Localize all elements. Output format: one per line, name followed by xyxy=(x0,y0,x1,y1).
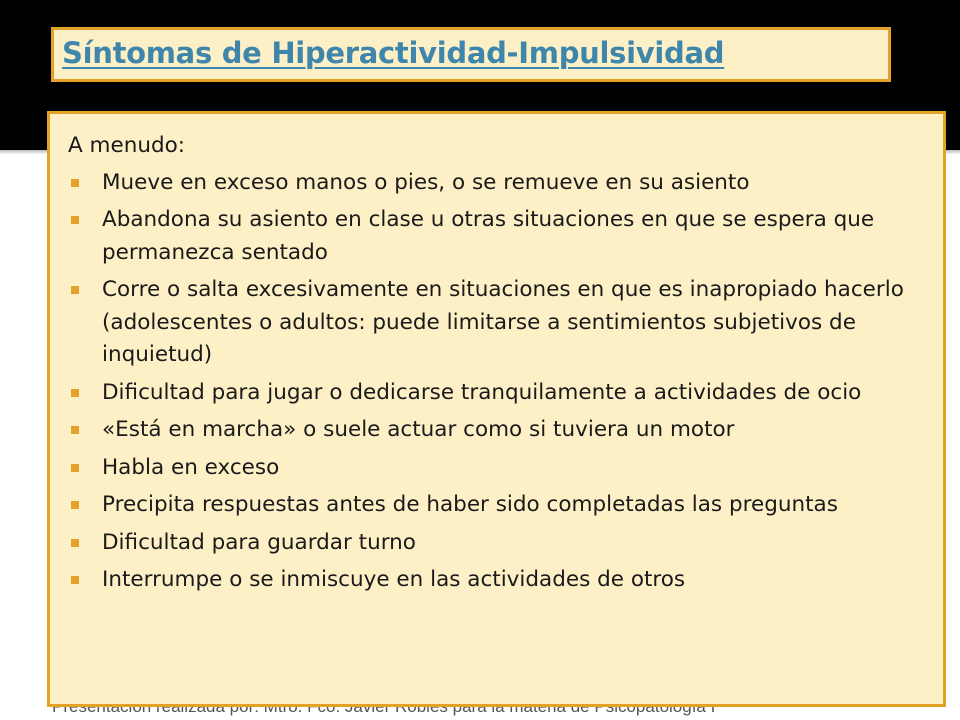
square-bullet-icon xyxy=(71,539,79,547)
list-item-text: «Está en marcha» o suele actuar como si tuviera un motor xyxy=(102,417,735,442)
list-item xyxy=(68,204,933,269)
list-item xyxy=(68,377,933,410)
list-item xyxy=(68,167,933,200)
list-item-text: Precipita respuestas antes de haber sido completadas las preguntas xyxy=(102,492,838,517)
list-item xyxy=(68,489,933,522)
list-item-text: Abandona su asiento en clase u otras situaciones en que se espera que permanezca sentado xyxy=(102,207,875,265)
square-bullet-icon xyxy=(71,286,79,294)
symptom-list xyxy=(68,167,933,597)
list-item-text: Habla en exceso xyxy=(102,454,280,480)
list-item-text: Dificultad para jugar o dedicarse tranquilamente a actividades de ocio xyxy=(102,379,862,405)
list-item-text: Dificultad para guardar turno xyxy=(102,529,416,555)
list-item-text: Corre o salta excesivamente en situaciones en que es inapropiado hacerlo (adolescentes o adultos: puede limitarse a sentimientos subjetivos de inquietud) xyxy=(102,277,904,367)
square-bullet-icon xyxy=(71,216,79,224)
list-item xyxy=(68,274,933,372)
list-item xyxy=(68,564,933,597)
list-item xyxy=(68,452,933,485)
square-bullet-icon xyxy=(71,426,79,434)
list-item xyxy=(68,414,933,447)
intro-text: A menudo: xyxy=(68,133,186,158)
list-item-text: Mueve en exceso manos o pies, o se remueve en su asiento xyxy=(102,169,750,195)
square-bullet-icon xyxy=(71,464,79,472)
square-bullet-icon xyxy=(71,501,79,509)
content-box xyxy=(47,111,946,707)
square-bullet-icon xyxy=(71,179,79,187)
list-item-text: Interrumpe o se inmiscuye en las actividades de otros xyxy=(102,567,686,592)
title-box xyxy=(51,27,891,82)
square-bullet-icon xyxy=(71,389,79,397)
square-bullet-icon xyxy=(71,576,79,584)
slide-title[interactable]: Síntomas de Hiperactividad-Impulsividad xyxy=(62,36,725,70)
list-item xyxy=(68,527,933,560)
